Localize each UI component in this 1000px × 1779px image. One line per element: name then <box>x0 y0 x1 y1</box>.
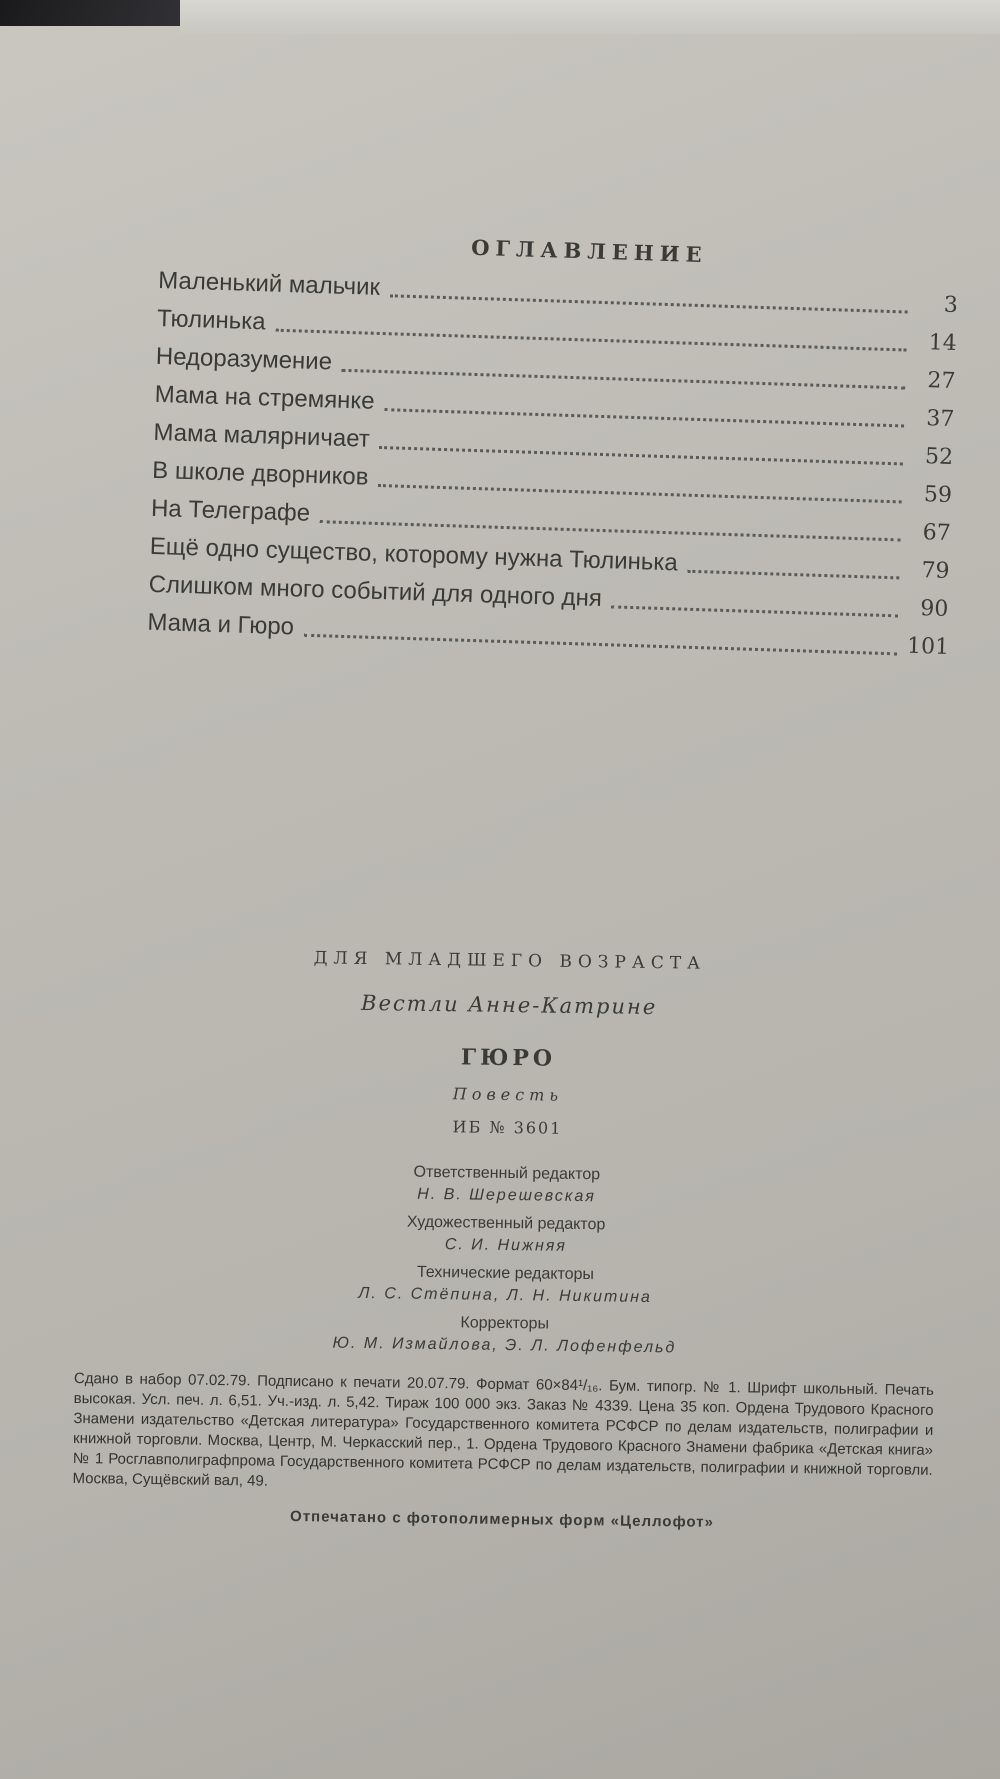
toc-item-page: 52 <box>924 444 954 471</box>
toc-item-page: 79 <box>921 558 950 584</box>
toc-item-page: 14 <box>928 330 958 357</box>
toc-item-label: На Телеграфе <box>150 494 311 527</box>
author-name: Вестли Анне-Катрине <box>360 990 658 1020</box>
toc-leader-dots <box>611 605 898 617</box>
genre-label: Повесть <box>452 1084 564 1105</box>
credit-name: Ю. М. Измайлова, Э. Л. Лофенфельд <box>332 1334 677 1357</box>
credit-name: Л. С. Стёпина, Л. Н. Никитина <box>358 1284 653 1307</box>
credits-list <box>74 1159 937 1361</box>
toc-item-page: 67 <box>922 520 952 546</box>
credit-role: Художественный редактор <box>406 1213 606 1234</box>
credit-name: С. И. Нижняя <box>444 1236 568 1255</box>
toc-item-label: Ещё одно существо, которому нужна Тюлинька <box>149 532 679 577</box>
toc-item-page: 3 <box>943 292 959 319</box>
toc-item-label: Мама малярничает <box>153 418 371 453</box>
book-title: ГЮРО <box>460 1044 557 1072</box>
plate-note: Отпечатано с фотополимерных форм «Целлофот» <box>289 1507 715 1531</box>
toc-item-label: Мама на стремянке <box>154 380 375 415</box>
toc-item-label: Тюлинька <box>156 304 267 336</box>
toc-title: ОГЛАВЛЕНИЕ <box>470 234 708 268</box>
credit-role: Технические редакторы <box>416 1263 595 1284</box>
toc-item-page: 101 <box>906 633 950 660</box>
imprint-block <box>72 945 940 1534</box>
table-of-contents <box>147 225 960 667</box>
toc-item-page: 27 <box>927 368 956 395</box>
credit-name: Н. В. Шерешевская <box>417 1185 596 1206</box>
toc-item-label: Мама и Гюро <box>147 608 295 641</box>
series-label: ДЛЯ МЛАДШЕГО ВОЗРАСТА <box>313 948 707 974</box>
toc-leader-dots <box>304 634 897 656</box>
ib-number: ИБ № 3601 <box>452 1117 563 1138</box>
printing-info: Сдано в набор 07.02.79. Подписано к печати 20.07.79. Формат 60×84¹/₁₆. Бум. типогр. № 1. Шрифт школьный. Печать высокая. Усл. печ. л. 6,51. Уч.-изд. л. 5,42. Тираж 100 000 экз. Заказ № 4339. Цена 35 коп. Ордена Трудового Красного Знамени издательство «Детская литература» Государственного комитета РСФСР по делам издательств, полиграфии и книжной торговли. Москва, Центр, М. Черкасский пер., 1. Ордена Трудового Красного Знамени фабрика «Детская книга» № 1 Росглавполиграфпрома Государственного комитета РСФСР по делам издательств, полиграфии и книжной торговли. Москва, Сущёвский вал, 49. <box>72 1369 934 1490</box>
credit-role: Корректоры <box>460 1314 550 1333</box>
toc-leader-dots <box>687 570 899 580</box>
background-shadow <box>0 0 210 26</box>
credit-role: Ответственный редактор <box>413 1163 601 1184</box>
toc-item-label: Маленький мальчик <box>157 266 381 301</box>
toc-item-page: 37 <box>925 406 955 433</box>
toc-item-label: Недоразумение <box>155 342 333 376</box>
toc-item-page: 59 <box>923 482 953 509</box>
toc-item-label: Слишком много событий для одного дня <box>148 570 603 613</box>
page-edge <box>180 0 1000 34</box>
toc-item-label: В школе дворников <box>151 456 369 491</box>
toc-item-page: 90 <box>919 596 949 622</box>
